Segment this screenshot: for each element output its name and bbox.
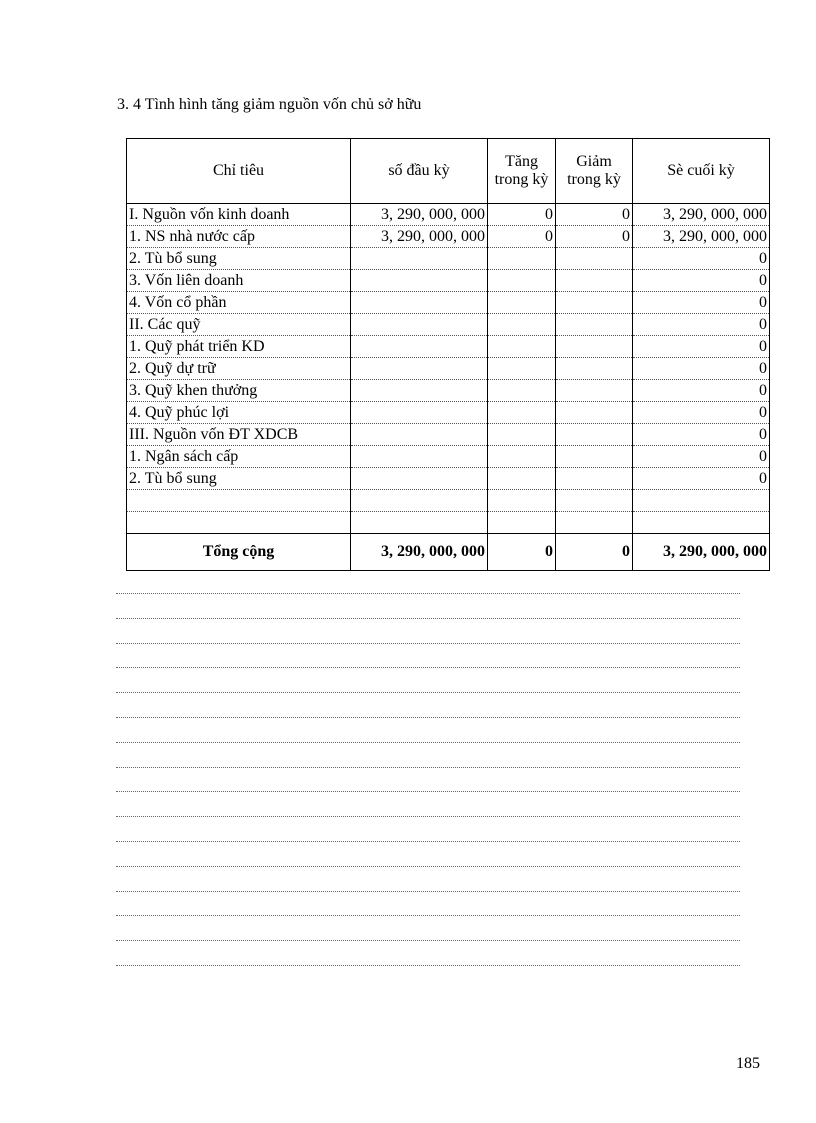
total-opening-balance: 3, 290, 000, 000: [351, 534, 488, 571]
table-header-row: [127, 139, 770, 204]
blank-row: [127, 512, 770, 534]
cell-indicator: III. Nguồn vốn ĐT XDCB: [127, 424, 351, 446]
cell-decrease: [556, 336, 633, 358]
cell-opening-balance: [351, 358, 488, 380]
cell-increase: 0: [488, 226, 556, 248]
cell-closing-balance: 0: [633, 424, 770, 446]
dotted-note-line: [116, 866, 740, 891]
cell-closing-balance: 0: [633, 380, 770, 402]
dotted-note-line: [116, 593, 740, 618]
cell-increase: [488, 336, 556, 358]
cell-opening-balance: [351, 380, 488, 402]
cell-decrease: [556, 402, 633, 424]
section-heading: 3. 4 Tình hình tăng giảm nguồn vốn chủ sở hữu: [117, 96, 422, 113]
blank-cell: [488, 490, 556, 512]
blank-cell: [351, 512, 488, 534]
total-increase: 0: [488, 534, 556, 571]
cell-closing-balance: 0: [633, 248, 770, 270]
cell-indicator: 3. Quỹ khen thưởng: [127, 380, 351, 402]
dotted-note-line: [116, 965, 740, 990]
header-closing-balance: Sè cuối kỳ: [633, 139, 770, 204]
cell-increase: 0: [488, 204, 556, 226]
cell-decrease: [556, 380, 633, 402]
blank-cell: [127, 512, 351, 534]
table-row: [127, 204, 770, 226]
cell-increase: [488, 468, 556, 490]
cell-indicator: 2. Quỹ dự trữ: [127, 358, 351, 380]
dotted-note-line: [116, 841, 740, 866]
cell-decrease: [556, 248, 633, 270]
header-increase: Tăng trong kỳ: [488, 139, 556, 204]
table-row: [127, 402, 770, 424]
blank-cell: [633, 490, 770, 512]
cell-opening-balance: 3, 290, 000, 000: [351, 226, 488, 248]
cell-closing-balance: 0: [633, 270, 770, 292]
cell-closing-balance: 0: [633, 292, 770, 314]
table-row: [127, 248, 770, 270]
dotted-note-line: [116, 667, 740, 692]
cell-increase: [488, 402, 556, 424]
blank-cell: [488, 512, 556, 534]
cell-decrease: [556, 468, 633, 490]
blank-row: [127, 490, 770, 512]
dotted-note-line: [116, 816, 740, 841]
header-decrease: Giảm trong kỳ: [556, 139, 633, 204]
cell-increase: [488, 314, 556, 336]
cell-closing-balance: 3, 290, 000, 000: [633, 204, 770, 226]
cell-indicator: 4. Quỹ phúc lợi: [127, 402, 351, 424]
table-row: [127, 468, 770, 490]
cell-closing-balance: 3, 290, 000, 000: [633, 226, 770, 248]
table-row: [127, 336, 770, 358]
total-decrease: 0: [556, 534, 633, 571]
blank-cell: [633, 512, 770, 534]
dotted-note-line: [116, 767, 740, 792]
cell-closing-balance: 0: [633, 468, 770, 490]
header-indicator: Chỉ tiêu: [127, 139, 351, 204]
cell-decrease: [556, 424, 633, 446]
cell-opening-balance: [351, 468, 488, 490]
cell-closing-balance: 0: [633, 402, 770, 424]
cell-opening-balance: [351, 402, 488, 424]
cell-increase: [488, 270, 556, 292]
cell-increase: [488, 380, 556, 402]
table-row: [127, 292, 770, 314]
cell-increase: [488, 248, 556, 270]
dotted-note-line: [116, 940, 740, 965]
cell-opening-balance: [351, 248, 488, 270]
cell-decrease: [556, 358, 633, 380]
cell-indicator: 1. Quỹ phát triển KD: [127, 336, 351, 358]
cell-indicator: I. Nguồn vốn kinh doanh: [127, 204, 351, 226]
cell-opening-balance: [351, 314, 488, 336]
blank-cell: [351, 490, 488, 512]
equity-change-table: [126, 138, 770, 571]
table-row: [127, 314, 770, 336]
cell-decrease: 0: [556, 204, 633, 226]
cell-indicator: 4. Vốn cổ phần: [127, 292, 351, 314]
dotted-note-line: [116, 692, 740, 717]
cell-opening-balance: [351, 336, 488, 358]
blank-cell: [127, 490, 351, 512]
cell-indicator: 1. NS nhà nước cấp: [127, 226, 351, 248]
cell-decrease: [556, 292, 633, 314]
dotted-note-line: [116, 643, 740, 668]
cell-opening-balance: 3, 290, 000, 000: [351, 204, 488, 226]
cell-opening-balance: [351, 424, 488, 446]
total-indicator: Tổng cộng: [127, 534, 351, 571]
cell-decrease: [556, 270, 633, 292]
cell-opening-balance: [351, 270, 488, 292]
cell-decrease: [556, 314, 633, 336]
cell-indicator: 3. Vốn liên doanh: [127, 270, 351, 292]
cell-indicator: 1. Ngân sách cấp: [127, 446, 351, 468]
dotted-note-line: [116, 791, 740, 816]
cell-increase: [488, 292, 556, 314]
cell-closing-balance: 0: [633, 446, 770, 468]
header-opening-balance: số đầu kỳ: [351, 139, 488, 204]
cell-indicator: II. Các quỹ: [127, 314, 351, 336]
table-row: [127, 380, 770, 402]
cell-decrease: 0: [556, 226, 633, 248]
blank-cell: [556, 490, 633, 512]
dotted-note-line: [116, 717, 740, 742]
cell-closing-balance: 0: [633, 336, 770, 358]
cell-opening-balance: [351, 446, 488, 468]
cell-increase: [488, 446, 556, 468]
blank-cell: [556, 512, 633, 534]
cell-indicator: 2. Tù bổ sung: [127, 468, 351, 490]
total-row: [127, 534, 770, 571]
cell-closing-balance: 0: [633, 314, 770, 336]
cell-increase: [488, 358, 556, 380]
note-lines: [116, 593, 740, 990]
page-number: 185: [736, 1055, 760, 1072]
table-row: [127, 270, 770, 292]
dotted-note-line: [116, 891, 740, 916]
table-row: [127, 226, 770, 248]
cell-indicator: 2. Tù bổ sung: [127, 248, 351, 270]
table-row: [127, 424, 770, 446]
dotted-note-line: [116, 915, 740, 940]
cell-increase: [488, 424, 556, 446]
dotted-note-line: [116, 742, 740, 767]
table-row: [127, 358, 770, 380]
total-closing-balance: 3, 290, 000, 000: [633, 534, 770, 571]
cell-opening-balance: [351, 292, 488, 314]
dotted-note-line: [116, 618, 740, 643]
cell-closing-balance: 0: [633, 358, 770, 380]
table-row: [127, 446, 770, 468]
cell-decrease: [556, 446, 633, 468]
